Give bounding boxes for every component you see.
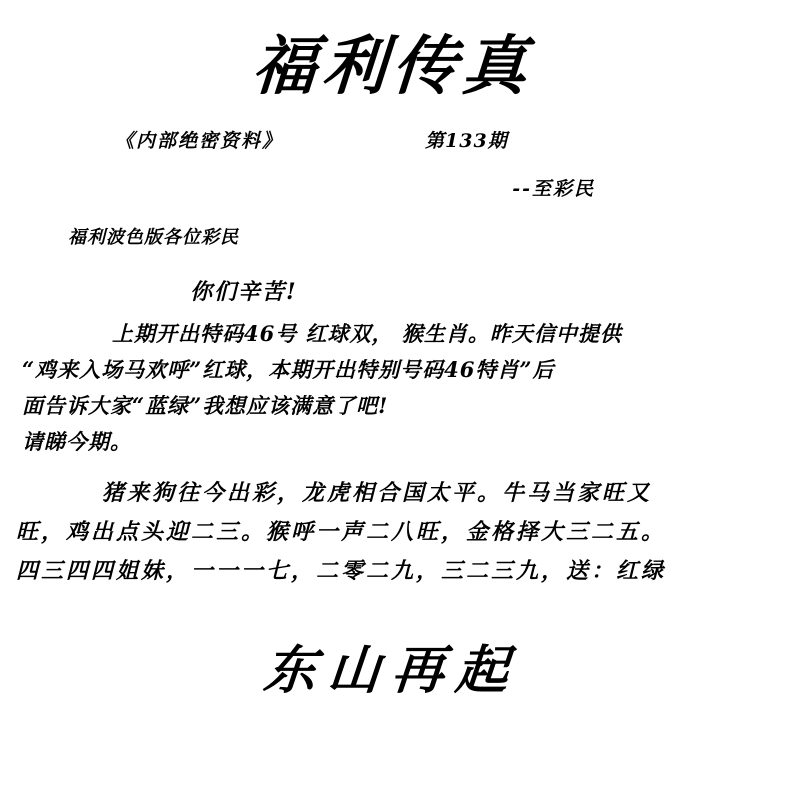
body-line-2: “鸡来入场马欢呼”红球，本期开出特别号码46特肖”后 [22, 356, 555, 382]
body-line-4: 请睇今期。 [22, 428, 132, 454]
footer-title: 东山再起 [261, 639, 523, 701]
verse-line-3: 四三四四姐妹，一一一七，二零二九，三二三九，送：红绿 [16, 558, 667, 585]
page-title: 福利传真 [249, 29, 536, 104]
addressed-to: --至彩民 [512, 177, 595, 200]
verse-line-1: 猪来狗往今出彩，龙虎相合国太平。牛马当家旺又 [102, 480, 653, 507]
exclamation-line: 你们辛苦! [190, 278, 298, 305]
issue-number: 第133期 [425, 129, 508, 152]
body-text [0, 316, 785, 460]
subtitle-row [0, 126, 785, 156]
body-line-3: 面告诉大家“蓝绿”我想应该满意了吧! [22, 392, 389, 418]
document-page [0, 30, 785, 802]
body-line-1: 上期开出特码46号 红球双， 猴生肖。昨天信中提供 [112, 320, 622, 346]
greeting-line: 福利波色版各位彩民 [68, 226, 239, 248]
verse-line-2: 旺，鸡出点头迎二三。猴呼一声二八旺，金格择大三二五。 [16, 519, 667, 546]
confidential-label: 《内部绝密资料》 [115, 129, 284, 152]
verse-text [0, 474, 785, 591]
